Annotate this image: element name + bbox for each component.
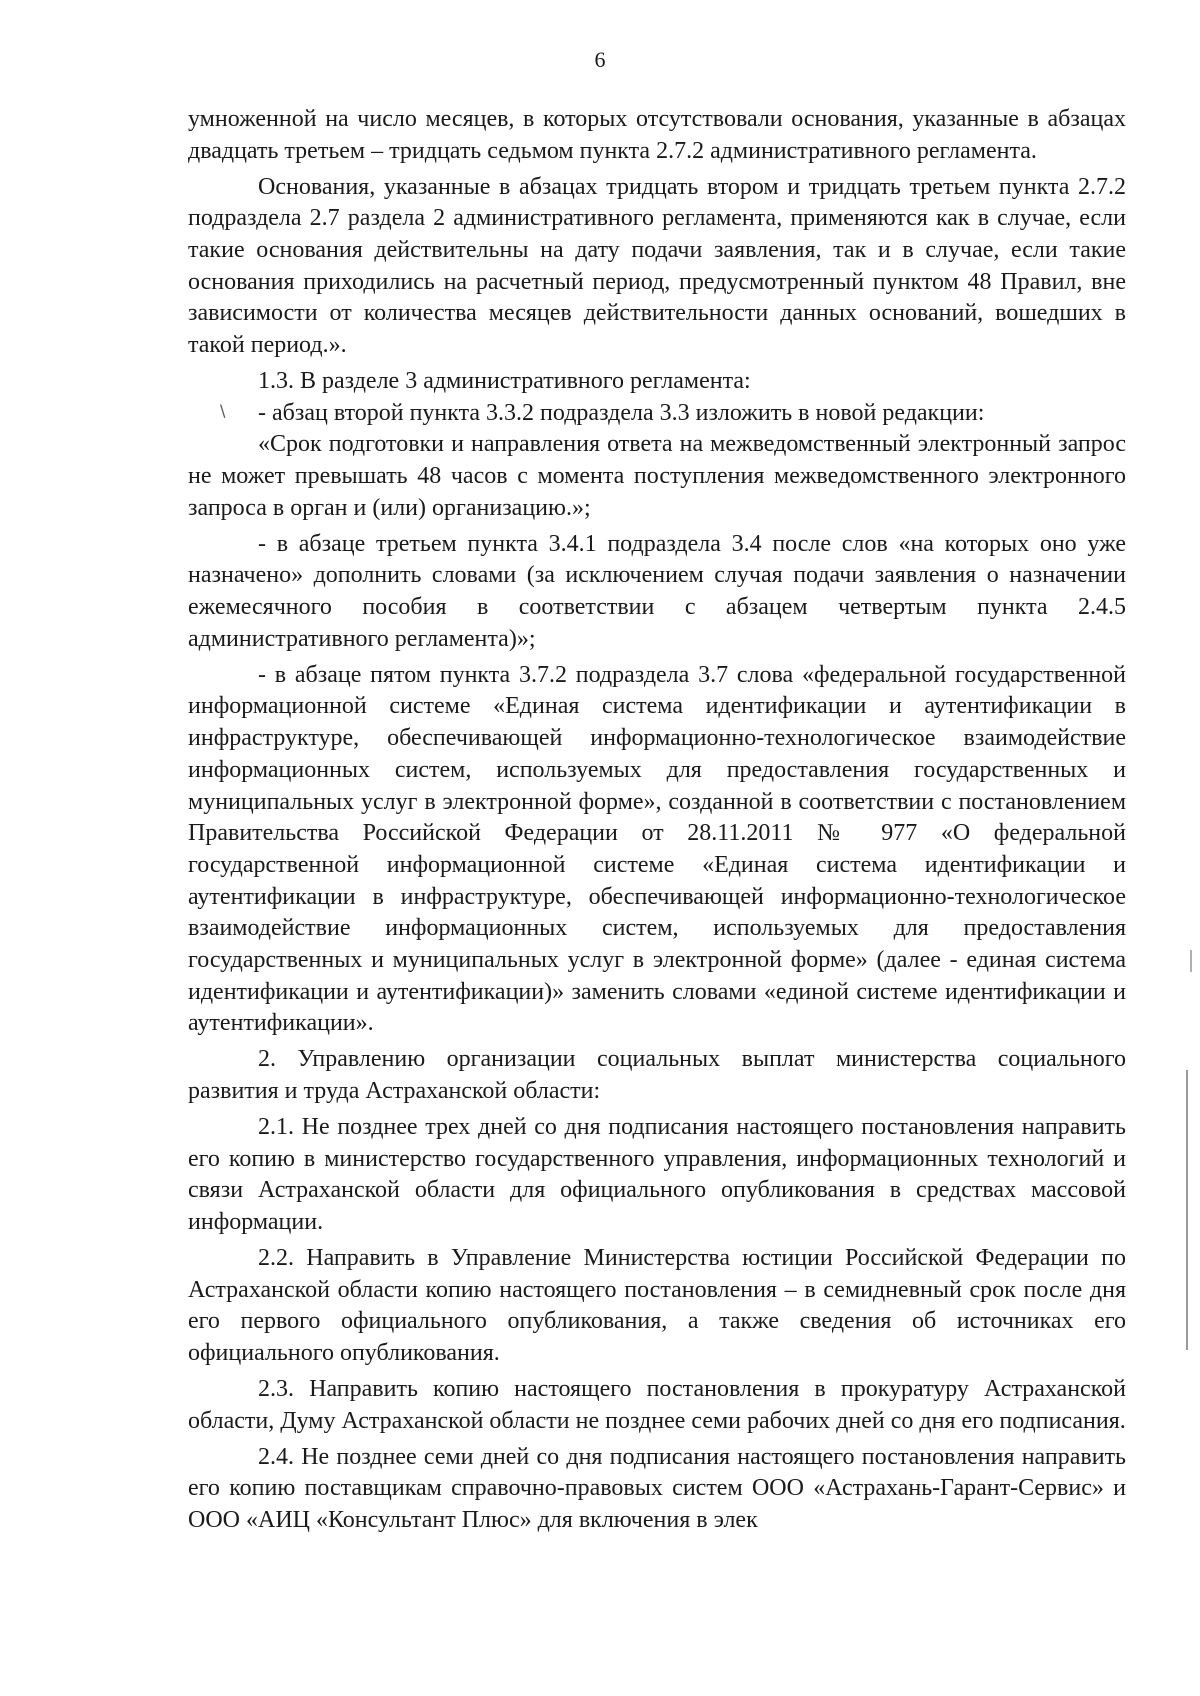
paragraph-response-deadline: «Срок подготовки и направления ответа на межведомственный электронный запрос не может превышать 48 часов с момента поступления межведомственного электронного запроса в орган и (или) организацию.»;	[188, 431, 1126, 521]
paragraph-directive-2-1: 2.1. Не позднее трех дней со дня подписания настоящего постановления направить его копию в министерство государственного управления, информационных технологий и связи Астраханской области для официального опубликования в средствах массовой информации.	[188, 1113, 1126, 1236]
scan-edge-line	[1186, 1070, 1188, 1350]
paragraph-directive-2-4: 2.4. Не позднее семи дней со дня подписания настоящего постановления направить его копию поставщикам справочно-правовых систем ООО «Астрахань-Гарант-Сервис» и ООО «АИЦ «Консультант Плюс» для включения в элек	[188, 1443, 1126, 1533]
scan-speck	[1190, 950, 1192, 972]
paragraph-grounds: Основания, указанные в абзацах тридцать втором и тридцать третьем пункта 2.7.2 подраздела 2.7 раздела 2 административного регламента, применяются как в случае, если такие основания действительны на дату подачи заявления, так и в случае, если такие основания приходились на расчетный период, предусмотренный пунктом 48 Правил, вне зависимости от количества месяцев действительности данных оснований, вошедших в такой период.».	[188, 173, 1126, 359]
paragraph-directive-2-3: 2.3. Направить копию настоящего постановления в прокуратуру Астраханской области, Думу Астраханской области не позднее семи рабочих дней со дня его подписания.	[188, 1375, 1126, 1434]
paragraph-continuation: умноженной на число месяцев, в которых отсутствовали основания, указанные в абзацах двадцать третьем – тридцать седьмом пункта 2.7.2 административного регламента.	[188, 106, 1126, 164]
paragraph-item-3-4-1: - в абзаце третьем пункта 3.4.1 подраздела 3.4 после слов «на которых оно уже назначено» дополнить словами (за исключением случая подачи заявления о назначении ежемесячного пособия в соответствии с абзацем четвертым пункта 2.4.5 административного регламента)»;	[188, 530, 1126, 652]
document-body	[188, 104, 1126, 1541]
pen-tick-mark: \	[220, 401, 226, 420]
paragraph-directive-2: 2. Управлению организации социальных выплат министерства социального развития и труда Астраханской области:	[188, 1046, 1126, 1105]
paragraph-item-3-7-2: - в абзаце пятом пункта 3.7.2 подраздела 3.7 слова «федеральной государственной информационной системе «Единая система идентификации и аутентификации в инфраструктуре, обеспечивающей информационно-технологическое взаимодействие информационных систем, используемых для предоставления государственных и муниципальных услуг в электронной форме», созданной в соответствии с постановлением Правительства Российской Федерации от 28.11.2011 № 977 «О федеральной государственной информационной системе «Единая система идентификации и аутентификации в инфраструктуре, обеспечивающей информационно-технологическое взаимодействие информационных систем, используемых для предоставления государственных и муниципальных услуг в электронной форме» (далее - единая система идентификации и аутентификации)» заменить словами «единой системе идентификации и аутентификации».	[188, 661, 1126, 1037]
page-number: 6	[594, 47, 606, 72]
paragraph-directive-2-2: 2.2. Направить в Управление Министерства юстиции Российской Федерации по Астраханской области копию настоящего постановления – в семидневный срок после дня его первого официального опубликования, а также сведения об источниках его официального опубликования.	[188, 1244, 1126, 1367]
paragraph-section-3-heading: 1.3. В разделе 3 административного регламента:	[258, 368, 751, 394]
paragraph-item-3-3-2: - абзац второй пункта 3.3.2 подраздела 3.3 изложить в новой редакции:	[258, 399, 985, 426]
